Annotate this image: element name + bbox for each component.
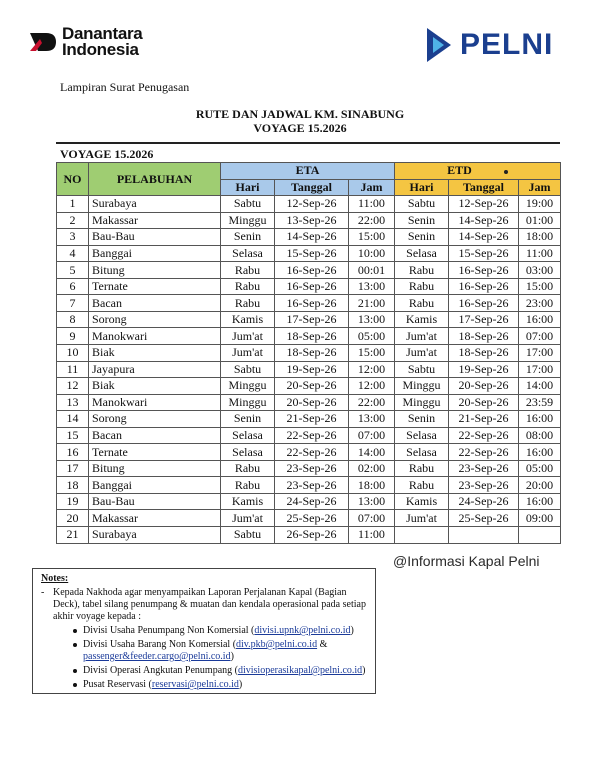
etd-time: 16:00 — [519, 411, 561, 428]
eta-day: Senin — [221, 411, 275, 428]
row-no: 2 — [57, 212, 89, 229]
etd-time: 09:00 — [519, 510, 561, 527]
etd-time: 11:00 — [519, 245, 561, 262]
eta-time: 12:00 — [349, 361, 395, 378]
port-name: Surabaya — [89, 527, 221, 544]
schedule-body — [57, 196, 561, 543]
etd-date: 16-Sep-26 — [449, 295, 519, 312]
etd-day: Selasa — [395, 245, 449, 262]
eta-day: Minggu — [221, 394, 275, 411]
table-row — [57, 477, 561, 494]
etd-time: 23:59 — [519, 394, 561, 411]
etd-time: 14:00 — [519, 378, 561, 395]
etd-date: 25-Sep-26 — [449, 510, 519, 527]
etd-day: Rabu — [395, 477, 449, 494]
eta-day: Selasa — [221, 427, 275, 444]
notes-dash: - — [41, 587, 45, 598]
row-no: 11 — [57, 361, 89, 378]
pelni-logo-text: PELNI — [460, 28, 554, 61]
port-name: Sorong — [89, 311, 221, 328]
row-no: 3 — [57, 229, 89, 246]
eta-day: Jum'at — [221, 510, 275, 527]
eta-time: 15:00 — [349, 345, 395, 362]
etd-day: Minggu — [395, 378, 449, 395]
eta-date: 12-Sep-26 — [275, 196, 349, 213]
header-etd — [395, 163, 561, 180]
row-no: 8 — [57, 311, 89, 328]
eta-time: 13:00 — [349, 411, 395, 428]
eta-day: Minggu — [221, 378, 275, 395]
eta-date: 15-Sep-26 — [275, 245, 349, 262]
port-name: Bau-Bau — [89, 229, 221, 246]
ampersand: & — [317, 639, 328, 650]
voyage-label: VOYAGE 15.2026 — [60, 147, 154, 161]
recipient-name: Pusat Reservasi ( — [83, 679, 152, 690]
email-link[interactable]: div.pkb@pelni.co.id — [236, 639, 318, 650]
eta-day: Selasa — [221, 245, 275, 262]
port-name: Makassar — [89, 212, 221, 229]
row-no: 7 — [57, 295, 89, 312]
eta-date: 21-Sep-26 — [275, 411, 349, 428]
eta-date: 22-Sep-26 — [275, 444, 349, 461]
eta-date: 16-Sep-26 — [275, 295, 349, 312]
table-row — [57, 345, 561, 362]
eta-day: Kamis — [221, 311, 275, 328]
port-name: Jayapura — [89, 361, 221, 378]
row-no: 14 — [57, 411, 89, 428]
pelni-logo — [424, 26, 553, 64]
eta-time: 02:00 — [349, 460, 395, 477]
port-name: Bacan — [89, 295, 221, 312]
table-row — [57, 394, 561, 411]
eta-date: 16-Sep-26 — [275, 262, 349, 279]
etd-day: Rabu — [395, 262, 449, 279]
notes-box — [32, 568, 376, 694]
port-name: Ternate — [89, 278, 221, 295]
port-name: Manokwari — [89, 328, 221, 345]
list-item — [73, 625, 367, 637]
etd-date: 18-Sep-26 — [449, 345, 519, 362]
eta-time: 05:00 — [349, 328, 395, 345]
row-no: 9 — [57, 328, 89, 345]
email-link[interactable]: passenger&feeder.cargo@pelni.co.id — [83, 651, 231, 662]
header-eta-day: Hari — [221, 179, 275, 196]
eta-day: Jum'at — [221, 328, 275, 345]
header-etd-time: Jam — [519, 179, 561, 196]
table-row — [57, 444, 561, 461]
attachment-label: Lampiran Surat Penugasan — [60, 80, 190, 94]
etd-date: 14-Sep-26 — [449, 229, 519, 246]
etd-date: 15-Sep-26 — [449, 245, 519, 262]
row-no: 15 — [57, 427, 89, 444]
etd-day: Minggu — [395, 394, 449, 411]
eta-day: Rabu — [221, 477, 275, 494]
etd-date: 17-Sep-26 — [449, 311, 519, 328]
header-no: NO — [57, 163, 89, 196]
table-row — [57, 262, 561, 279]
etd-date: 16-Sep-26 — [449, 278, 519, 295]
row-no: 16 — [57, 444, 89, 461]
port-name: Biak — [89, 345, 221, 362]
etd-date: 18-Sep-26 — [449, 328, 519, 345]
etd-day: Senin — [395, 229, 449, 246]
table-row — [57, 328, 561, 345]
danantara-line2: Indonesia — [62, 40, 139, 59]
email-link[interactable]: divisi.upnk@pelni.co.id — [254, 625, 351, 636]
eta-date: 18-Sep-26 — [275, 345, 349, 362]
row-no: 6 — [57, 278, 89, 295]
pelni-logo-icon — [424, 26, 454, 64]
port-name: Ternate — [89, 444, 221, 461]
list-item — [73, 679, 367, 691]
eta-day: Sabtu — [221, 361, 275, 378]
recipient-name: Divisi Operasi Angkutan Penumpang ( — [83, 665, 238, 676]
etd-day: Rabu — [395, 460, 449, 477]
list-item — [73, 665, 367, 677]
table-row — [57, 493, 561, 510]
eta-time: 10:00 — [349, 245, 395, 262]
etd-day: Sabtu — [395, 361, 449, 378]
table-row — [57, 427, 561, 444]
row-no: 13 — [57, 394, 89, 411]
header-eta-date: Tanggal — [275, 179, 349, 196]
danantara-line1: Danantara — [62, 24, 143, 43]
table-row — [57, 245, 561, 262]
etd-time: 15:00 — [519, 278, 561, 295]
etd-time: 01:00 — [519, 212, 561, 229]
port-name: Makassar — [89, 510, 221, 527]
etd-date: 20-Sep-26 — [449, 394, 519, 411]
table-row — [57, 361, 561, 378]
eta-time: 22:00 — [349, 212, 395, 229]
row-no: 17 — [57, 460, 89, 477]
etd-date: 21-Sep-26 — [449, 411, 519, 428]
eta-time: 13:00 — [349, 278, 395, 295]
etd-time: 16:00 — [519, 493, 561, 510]
watermark: @Informasi Kapal Pelni — [393, 553, 540, 569]
row-no: 20 — [57, 510, 89, 527]
port-name: Banggai — [89, 245, 221, 262]
table-row — [57, 229, 561, 246]
table-row — [57, 295, 561, 312]
etd-time: 20:00 — [519, 477, 561, 494]
etd-time: 17:00 — [519, 361, 561, 378]
etd-day: Jum'at — [395, 328, 449, 345]
etd-time: 07:00 — [519, 328, 561, 345]
eta-date: 17-Sep-26 — [275, 311, 349, 328]
table-row — [57, 378, 561, 395]
etd-day: Senin — [395, 212, 449, 229]
email-link[interactable]: reservasi@pelni.co.id — [151, 679, 239, 690]
port-name: Biak — [89, 378, 221, 395]
port-name: Banggai — [89, 477, 221, 494]
eta-date: 24-Sep-26 — [275, 493, 349, 510]
table-row — [57, 527, 561, 544]
paren-close: ) — [230, 651, 234, 662]
etd-day: Kamis — [395, 493, 449, 510]
table-row — [57, 460, 561, 477]
header-port: PELABUHAN — [89, 163, 221, 196]
etd-date: 19-Sep-26 — [449, 361, 519, 378]
etd-date: 24-Sep-26 — [449, 493, 519, 510]
etd-day: Jum'at — [395, 510, 449, 527]
etd-time: 16:00 — [519, 444, 561, 461]
header-eta: ETA — [221, 163, 395, 180]
port-name: Bau-Bau — [89, 493, 221, 510]
eta-day: Sabtu — [221, 527, 275, 544]
eta-date: 13-Sep-26 — [275, 212, 349, 229]
schedule-table — [56, 162, 561, 544]
eta-time: 07:00 — [349, 510, 395, 527]
etd-date: 22-Sep-26 — [449, 444, 519, 461]
table-row — [57, 510, 561, 527]
etd-date: 12-Sep-26 — [449, 196, 519, 213]
notes-title: Notes: — [41, 573, 69, 584]
etd-time — [519, 527, 561, 544]
eta-day: Rabu — [221, 278, 275, 295]
eta-time: 14:00 — [349, 444, 395, 461]
eta-date: 18-Sep-26 — [275, 328, 349, 345]
eta-time: 07:00 — [349, 427, 395, 444]
eta-date: 23-Sep-26 — [275, 460, 349, 477]
title-divider — [56, 142, 560, 144]
etd-day: Senin — [395, 411, 449, 428]
etd-date: 16-Sep-26 — [449, 262, 519, 279]
port-name: Sorong — [89, 411, 221, 428]
eta-day: Senin — [221, 229, 275, 246]
port-name: Bitung — [89, 460, 221, 477]
eta-time: 00:01 — [349, 262, 395, 279]
etd-date: 23-Sep-26 — [449, 460, 519, 477]
table-row — [57, 411, 561, 428]
eta-date: 20-Sep-26 — [275, 378, 349, 395]
header-eta-time: Jam — [349, 179, 395, 196]
eta-date: 23-Sep-26 — [275, 477, 349, 494]
etd-day: Rabu — [395, 278, 449, 295]
row-no: 21 — [57, 527, 89, 544]
etd-day: Jum'at — [395, 345, 449, 362]
port-name: Manokwari — [89, 394, 221, 411]
port-name: Bitung — [89, 262, 221, 279]
paren-close: ) — [362, 665, 366, 676]
etd-time: 19:00 — [519, 196, 561, 213]
header-etd-label: ETD — [447, 163, 472, 178]
notes-recipient-list — [73, 625, 367, 691]
etd-day: Sabtu — [395, 196, 449, 213]
etd-day: Rabu — [395, 295, 449, 312]
eta-time: 12:00 — [349, 378, 395, 395]
etd-day: Selasa — [395, 444, 449, 461]
email-link[interactable]: divisioperasikapal@pelni.co.id — [237, 665, 363, 676]
row-no: 12 — [57, 378, 89, 395]
eta-day: Rabu — [221, 460, 275, 477]
eta-time: 13:00 — [349, 493, 395, 510]
row-no: 18 — [57, 477, 89, 494]
eta-date: 22-Sep-26 — [275, 427, 349, 444]
etd-date: 20-Sep-26 — [449, 378, 519, 395]
danantara-logo — [28, 26, 142, 58]
eta-day: Sabtu — [221, 196, 275, 213]
danantara-logo-icon — [28, 29, 58, 55]
port-name: Surabaya — [89, 196, 221, 213]
etd-day: Selasa — [395, 427, 449, 444]
list-item — [73, 639, 367, 663]
notes-intro — [41, 587, 367, 623]
eta-date: 20-Sep-26 — [275, 394, 349, 411]
etd-time: 03:00 — [519, 262, 561, 279]
eta-day: Rabu — [221, 295, 275, 312]
eta-date: 14-Sep-26 — [275, 229, 349, 246]
eta-time: 13:00 — [349, 311, 395, 328]
eta-date: 19-Sep-26 — [275, 361, 349, 378]
document-title: RUTE DAN JADWAL KM. SINABUNG — [195, 107, 405, 121]
table-row — [57, 212, 561, 229]
etd-day: Kamis — [395, 311, 449, 328]
header-etd-day: Hari — [395, 179, 449, 196]
eta-time: 21:00 — [349, 295, 395, 312]
notes-intro-text: Kepada Nakhoda agar menyampaikan Laporan Perjalanan Kapal (Bagian Deck), tabel silang penumpang & muatan dan kendala operasional pada setiap akhir voyage kepada : — [53, 587, 366, 622]
eta-day: Selasa — [221, 444, 275, 461]
bullet-icon — [504, 170, 508, 174]
recipient-name: Divisi Usaha Barang Non Komersial ( — [83, 639, 237, 650]
etd-time: 16:00 — [519, 311, 561, 328]
eta-date: 26-Sep-26 — [275, 527, 349, 544]
row-no: 10 — [57, 345, 89, 362]
etd-date — [449, 527, 519, 544]
row-no: 19 — [57, 493, 89, 510]
row-no: 5 — [57, 262, 89, 279]
etd-time: 18:00 — [519, 229, 561, 246]
eta-day: Jum'at — [221, 345, 275, 362]
eta-time: 18:00 — [349, 477, 395, 494]
recipient-name: Divisi Usaha Penumpang Non Komersial ( — [83, 625, 255, 636]
etd-time: 17:00 — [519, 345, 561, 362]
eta-date: 25-Sep-26 — [275, 510, 349, 527]
etd-date: 22-Sep-26 — [449, 427, 519, 444]
eta-date: 16-Sep-26 — [275, 278, 349, 295]
table-row — [57, 196, 561, 213]
row-no: 1 — [57, 196, 89, 213]
row-no: 4 — [57, 245, 89, 262]
eta-time: 22:00 — [349, 394, 395, 411]
header-etd-date: Tanggal — [449, 179, 519, 196]
etd-day — [395, 527, 449, 544]
paren-close: ) — [238, 679, 243, 690]
etd-time: 05:00 — [519, 460, 561, 477]
eta-time: 11:00 — [349, 196, 395, 213]
table-row — [57, 311, 561, 328]
table-row — [57, 278, 561, 295]
etd-time: 23:00 — [519, 295, 561, 312]
etd-date: 23-Sep-26 — [449, 477, 519, 494]
eta-day: Kamis — [221, 493, 275, 510]
eta-time: 11:00 — [349, 527, 395, 544]
etd-date: 14-Sep-26 — [449, 212, 519, 229]
eta-day: Rabu — [221, 262, 275, 279]
paren-close: ) — [350, 625, 354, 636]
eta-day: Minggu — [221, 212, 275, 229]
document-subtitle: VOYAGE 15.2026 — [253, 121, 347, 135]
eta-time: 15:00 — [349, 229, 395, 246]
port-name: Bacan — [89, 427, 221, 444]
etd-time: 08:00 — [519, 427, 561, 444]
